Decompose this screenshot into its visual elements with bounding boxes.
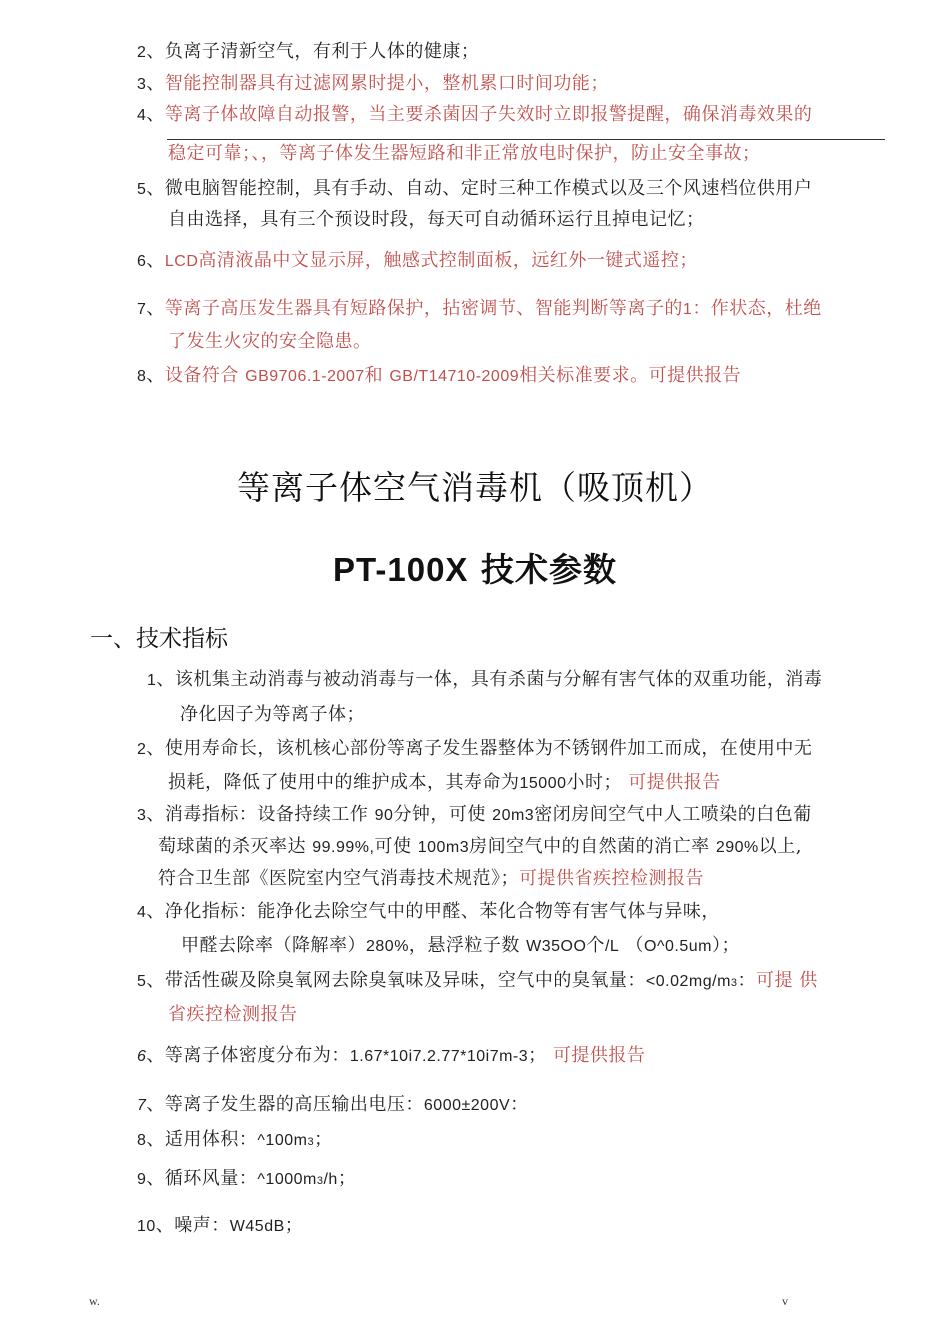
list-item: 4、等离子体故障自动报警，当主要杀菌因子失效时立即报警提醒，确保消毒效果的 (137, 104, 813, 125)
spec-item-continuation: 省疾控检测报告 (168, 1004, 298, 1025)
list-item: 3、智能控制器具有过滤网累时提小，整机累口时间功能； (137, 73, 609, 94)
spec-item: 8、适用体积：^100m3； (137, 1129, 333, 1150)
page-title: 等离子体空气消毒机（吸顶机） (237, 468, 713, 507)
list-item: 5、微电脑智能控制，具有手动、自动、定时三种工作模式以及三个风速档位供用户 (137, 178, 813, 199)
spec-item: 3、消毒指标：设备持续工作 90分钟，可使 20m3密闭房间空气中人工喷染的白色葡 (137, 804, 812, 825)
spec-item-continuation: 萄球菌的杀灭率达 99.99%,可使 100m3房间空气中的自然菌的消亡率 290%以上, (158, 836, 802, 857)
spec-item: 10、噪声：W45dB； (137, 1215, 304, 1236)
spec-item-continuation: 净化因子为等离子体； (180, 704, 365, 725)
section-heading: 一、技术指标 (90, 626, 228, 652)
list-item-continuation: 了发生火灾的安全隐患。 (168, 331, 372, 352)
list-item-continuation: 自由选择，具有三个预设时段，每天可自动循环运行且掉电记忆； (168, 209, 705, 230)
list-item: 6、LCD高清液晶中文显示屏，触感式控制面板，远红外一键式遥控； (137, 250, 698, 271)
spec-item: 1、该机集主动消毒与被动消毒与一体，具有杀菌与分解有害气体的双重功能，消毒 (147, 669, 823, 690)
list-item-continuation: 稳定可靠；、，等离子体发生器短路和非正常放电时保护，防止安全事故； (168, 143, 761, 164)
footer-right: v (782, 1294, 788, 1308)
footer-left: w. (89, 1294, 100, 1308)
spec-item: 9、循环风量：^1000m3/h； (137, 1168, 357, 1189)
spec-item: 7、等离子发生器的高压输出电压：6000±200V： (137, 1094, 529, 1115)
spec-item: 4、净化指标：能净化去除空气中的甲醛、苯化合物等有害气体与异味， (137, 901, 720, 922)
spec-item: 5、带活性碳及除臭氧网去除臭氧味及异味，空气中的臭氧量：<0.02mg/m3：可提 供 (137, 970, 818, 991)
spec-item: 2、使用寿命长，该机核心部份等离子发生器整体为不锈钢件加工而成，在使用中无 (137, 738, 813, 759)
spec-item-continuation: 甲醛去除率（降解率）280%，悬浮粒子数 W35OO个/L （O^0.5um）； (181, 935, 740, 956)
list-item: 8、设备符合 GB9706.1-2007和 GB/T14710-2009相关标准要求。可提供报告 (137, 365, 742, 386)
underline-rule (167, 139, 885, 140)
list-item: 2、负离子清新空气，有利于人体的健康； (137, 41, 480, 62)
page-subtitle: PT-100X 技术参数 (333, 550, 617, 589)
spec-item-continuation: 损耗，降低了使用中的维护成本，其寿命为15000小时； 可提供报告 (168, 772, 721, 793)
spec-item-continuation: 符合卫生部《医院室内空气消毒技术规范》；可提供省疾控检测报告 (158, 868, 704, 889)
list-item: 7、等离子高压发生器具有短路保护，拈密调节、智能判断等离子的1：作状态，杜绝 (137, 298, 822, 319)
spec-item: 6、等离子体密度分布为：1.67*10i7.2.77*10i7m-3； 可提供报告 (137, 1045, 646, 1066)
